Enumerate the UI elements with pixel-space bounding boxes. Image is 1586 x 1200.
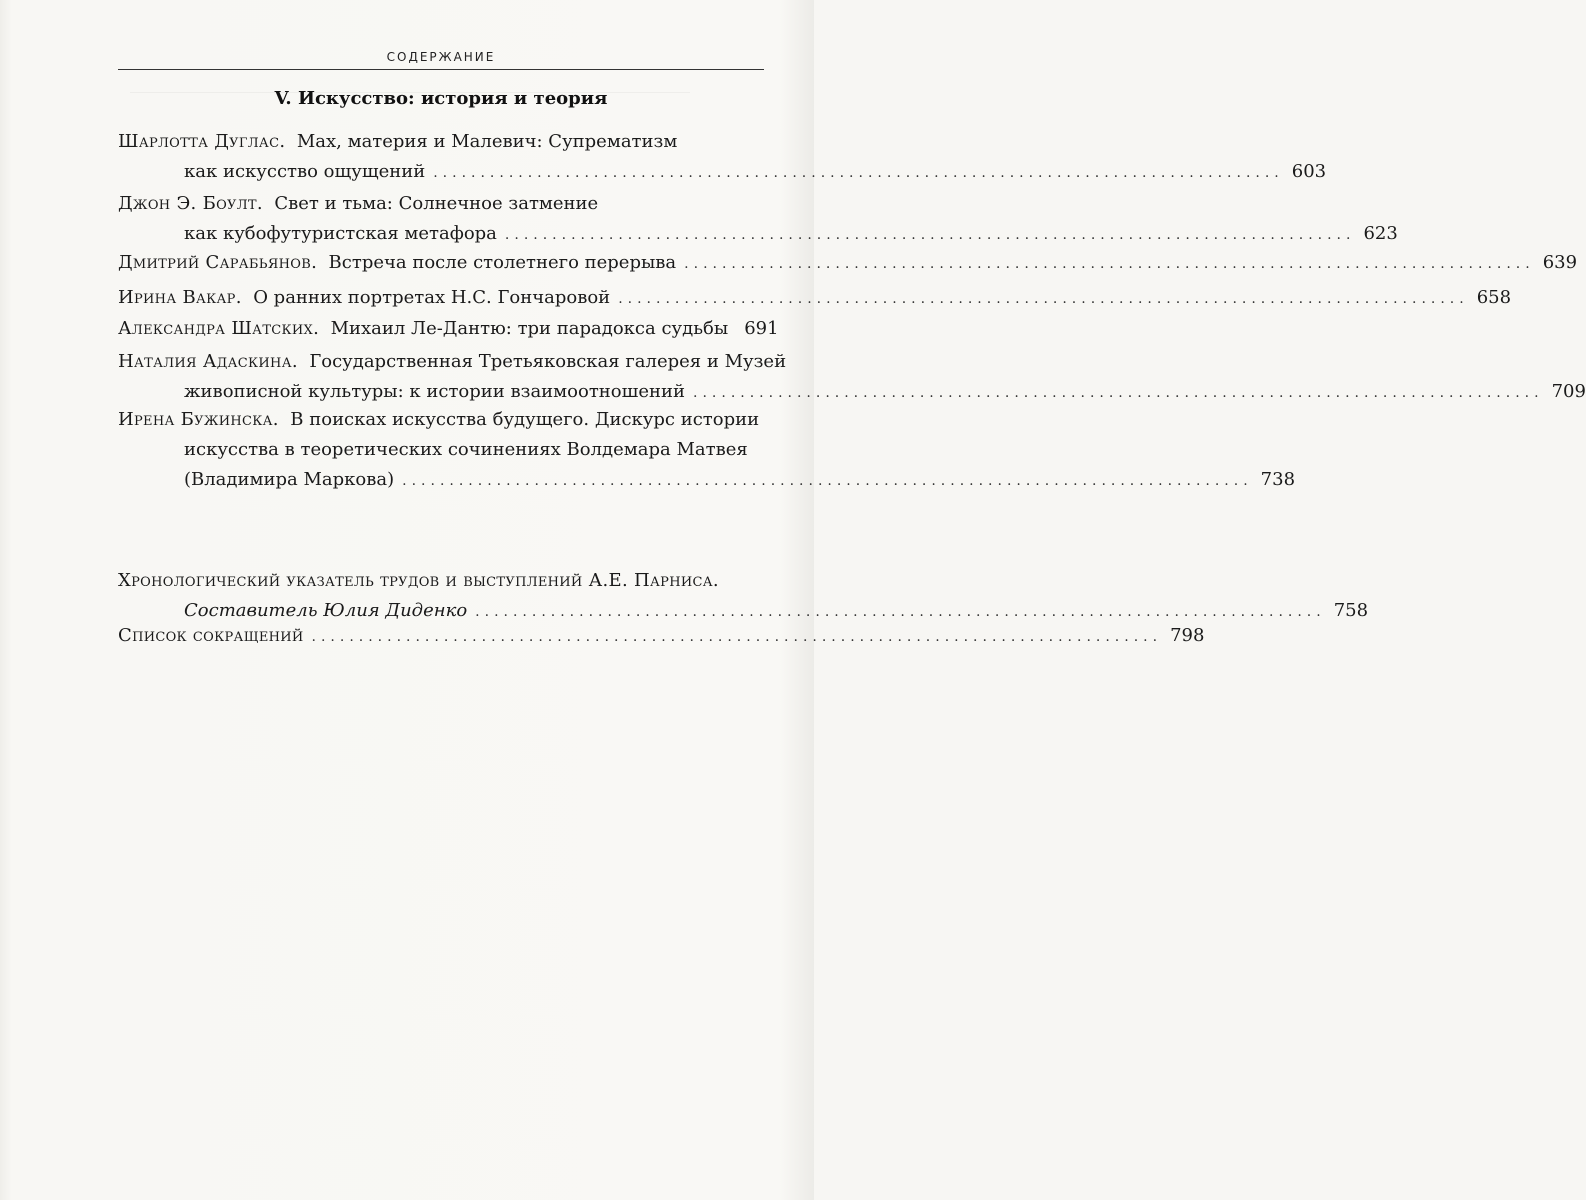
running-header: СОДЕРЖАНИЕ bbox=[386, 50, 496, 64]
page-number: 639 bbox=[1542, 252, 1578, 273]
entry-title: Встреча после столетнего перерыва bbox=[328, 252, 677, 273]
entry-author: Ирена Бужинска. bbox=[118, 409, 279, 430]
leader-dots: .......................................................................................... bbox=[693, 385, 1544, 401]
abbreviations-entry bbox=[118, 621, 1205, 651]
leader-dots: .......................................................................................... bbox=[618, 291, 1469, 307]
section-title: V. Искусство: история и теория bbox=[274, 88, 608, 109]
entry-title: Михаил Ле-Дантю: три парадокса судьбы bbox=[330, 318, 729, 339]
entry-author: Ирина Вакар. bbox=[118, 287, 242, 308]
entry-title-cont: живописной культуры: к истории взаимоотношений bbox=[184, 381, 686, 402]
page-number: 738 bbox=[1260, 469, 1296, 490]
entry-author: Наталия Адаскина. bbox=[118, 351, 298, 372]
entry-title: Свет и тьма: Солнечное затмение bbox=[274, 193, 599, 214]
entry-author: Дмитрий Сарабьянов. bbox=[118, 252, 318, 273]
leader-dots: .......................................................................................... bbox=[311, 629, 1163, 645]
toc-entry bbox=[118, 347, 1586, 407]
entry-title: Государственная Третьяковская галерея и Музей bbox=[309, 351, 787, 372]
leader-dots: .......................................................................................... bbox=[684, 256, 1535, 272]
leader-dots: .......................................................................................... bbox=[475, 604, 1326, 620]
page-number: 658 bbox=[1476, 287, 1512, 308]
abbreviations-title: Список сокращений bbox=[118, 625, 304, 646]
chronology-compiler: Составитель Юлия Диденко bbox=[184, 600, 468, 621]
page-number: 603 bbox=[1291, 161, 1327, 182]
leader-dots: .......................................................................................... bbox=[433, 165, 1284, 181]
leader-dots: .......................................................................................... bbox=[504, 227, 1356, 243]
entry-title: Мах, материя и Малевич: Супрематизм bbox=[296, 131, 678, 152]
entry-title: О ранних портретах Н.С. Гончаровой bbox=[253, 287, 611, 308]
page-number: 758 bbox=[1333, 600, 1369, 621]
header-rule bbox=[118, 69, 764, 70]
toc-entry bbox=[118, 405, 1296, 495]
toc-entry bbox=[118, 283, 1512, 313]
toc-entry bbox=[118, 127, 1327, 187]
page-number: 691 bbox=[744, 318, 779, 339]
page-number: 623 bbox=[1363, 223, 1398, 244]
entry-title-cont: как кубофутуристская метафора bbox=[184, 223, 497, 244]
entry-author: Джон Э. Боулт. bbox=[118, 193, 263, 214]
page-number: 798 bbox=[1170, 625, 1205, 646]
entry-title: В поисках искусства будущего. Дискурс истории bbox=[290, 409, 760, 430]
leader-dots: .......................................................................................... bbox=[402, 473, 1253, 489]
chronology-entry bbox=[118, 566, 1369, 626]
entry-title-cont: как искусство ощущений bbox=[184, 161, 426, 182]
entry-author: Шарлотта Дуглас. bbox=[118, 131, 286, 152]
entry-title-cont: (Владимира Маркова) bbox=[184, 469, 395, 490]
toc-entry bbox=[118, 248, 1578, 278]
toc-entry bbox=[118, 189, 1398, 249]
entry-title-cont: искусства в теоретических сочинениях Волдемара Матвея bbox=[184, 439, 748, 460]
chronology-title: Хронологический указатель трудов и выступлений А.Е. Парниса. bbox=[118, 570, 719, 591]
entry-author: Александра Шатских. bbox=[118, 318, 320, 339]
toc-entry bbox=[118, 314, 779, 344]
page-number: 709 bbox=[1551, 381, 1586, 402]
